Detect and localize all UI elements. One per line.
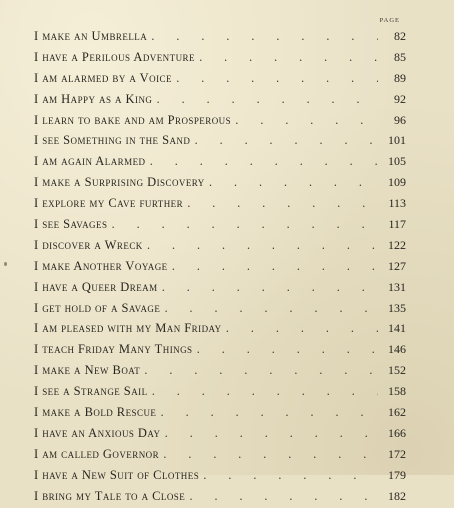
toc-entry-page: 166 (388, 425, 406, 440)
dot-leader (187, 194, 378, 215)
dot-leader (203, 466, 378, 487)
toc-entry-title: I teach Friday Many Things (34, 342, 193, 357)
toc-entry-page: 152 (388, 363, 406, 378)
toc-entry (34, 381, 406, 402)
dot-leader (144, 361, 378, 382)
toc-entry-title: I am again Alarmed (34, 154, 146, 169)
paper-stain (4, 262, 7, 266)
toc-entry-title: I see a Strange Sail (34, 384, 148, 399)
toc-entry-title: I learn to bake and am Prosperous (34, 112, 232, 127)
toc-entry-page: 82 (394, 29, 406, 43)
toc-entry-title: I am pleased with my Man Friday (34, 321, 222, 336)
dot-leader (111, 215, 378, 236)
toc-entry-title: I have a Perilous Adventure (34, 49, 195, 64)
toc-entry-title: I make a New Boat (34, 363, 141, 378)
toc-entry (34, 277, 406, 298)
toc-entry-page: 158 (388, 384, 406, 399)
toc-entry (34, 68, 406, 89)
toc-entry (34, 423, 406, 444)
toc-entry (34, 360, 406, 381)
toc-entry (34, 130, 406, 151)
toc-entry-title: I am Happy as a King (34, 91, 153, 106)
toc-entry (34, 151, 406, 172)
toc-entry (34, 193, 406, 214)
toc-entry-page: 141 (388, 321, 406, 336)
dot-leader (160, 403, 378, 424)
toc-entry (34, 486, 406, 507)
toc-entry-page: 127 (388, 258, 406, 273)
toc-entry-title: I make Another Voyage (34, 258, 168, 273)
toc-entry (34, 402, 406, 423)
toc-entry-title: I discover a Wreck (34, 237, 143, 252)
toc-entry (34, 214, 406, 235)
toc-entry-page: 105 (388, 154, 406, 169)
toc-entry (34, 172, 406, 193)
toc-entry-page: 146 (388, 342, 406, 357)
table-of-contents (34, 26, 406, 506)
dot-leader (151, 27, 378, 48)
dot-leader (147, 236, 378, 257)
toc-entry (34, 444, 406, 465)
toc-entry-title: I make a Bold Rescue (34, 405, 157, 420)
toc-entry-page: 162 (388, 405, 406, 420)
toc-entry-page: 109 (388, 175, 406, 190)
toc-entry-page: 172 (388, 446, 406, 461)
dot-leader (189, 487, 378, 508)
toc-entry (34, 298, 406, 319)
toc-entry (34, 318, 406, 339)
dot-leader (172, 257, 378, 278)
toc-entry-page: 92 (394, 91, 406, 106)
dot-leader (176, 69, 378, 90)
toc-entry-page: 85 (394, 49, 406, 64)
toc-entry (34, 89, 406, 110)
dot-leader (194, 131, 378, 152)
toc-entry (34, 26, 406, 47)
toc-entry-page: 179 (388, 467, 406, 482)
dot-leader (209, 173, 378, 194)
toc-entry-title: I make an Umbrella (34, 29, 148, 43)
toc-entry (34, 339, 406, 360)
toc-entry-title: I have a Queer Dream (34, 279, 158, 294)
toc-entry-title: I am alarmed by a Voice (34, 70, 172, 85)
toc-entry-page: 131 (388, 279, 406, 294)
dot-leader (199, 48, 378, 69)
dot-leader (149, 152, 378, 173)
toc-entry-page: 113 (388, 196, 406, 211)
toc-entry-page: 101 (388, 133, 406, 148)
toc-entry-title: I have an Anxious Day (34, 425, 161, 440)
page-column-label: PAGE (379, 17, 400, 24)
toc-entry (34, 110, 406, 131)
toc-entry-title: I have a New Suit of Clothes (34, 467, 200, 482)
toc-entry-title: I make a Surprising Discovery (34, 175, 205, 190)
toc-entry-title: I get hold of a Savage (34, 300, 161, 315)
dot-leader (197, 340, 378, 361)
dot-leader (152, 382, 378, 403)
dot-leader (164, 299, 378, 320)
dot-leader (235, 111, 378, 132)
dot-leader (226, 319, 378, 340)
toc-entry-page: 89 (394, 70, 406, 85)
toc-entry-title: I bring my Tale to a Close (34, 488, 186, 503)
toc-entry-page: 135 (388, 300, 406, 315)
toc-entry-page: 182 (388, 488, 406, 503)
dot-leader (165, 424, 379, 445)
dot-leader (156, 90, 378, 111)
toc-entry (34, 256, 406, 277)
toc-entry (34, 465, 406, 486)
toc-entry (34, 47, 406, 68)
toc-entry-page: 122 (388, 237, 406, 252)
toc-entry-title: I see Savages (34, 217, 108, 232)
toc-entry-page: 96 (394, 112, 406, 127)
dot-leader (162, 278, 378, 299)
dot-leader (163, 445, 378, 466)
toc-entry-title: I am called Governor (34, 446, 160, 461)
toc-entry-title: I explore my Cave further (34, 196, 184, 211)
toc-entry-page: 117 (388, 217, 406, 232)
toc-entry (34, 235, 406, 256)
toc-entry-title: I see Something in the Sand (34, 133, 191, 148)
